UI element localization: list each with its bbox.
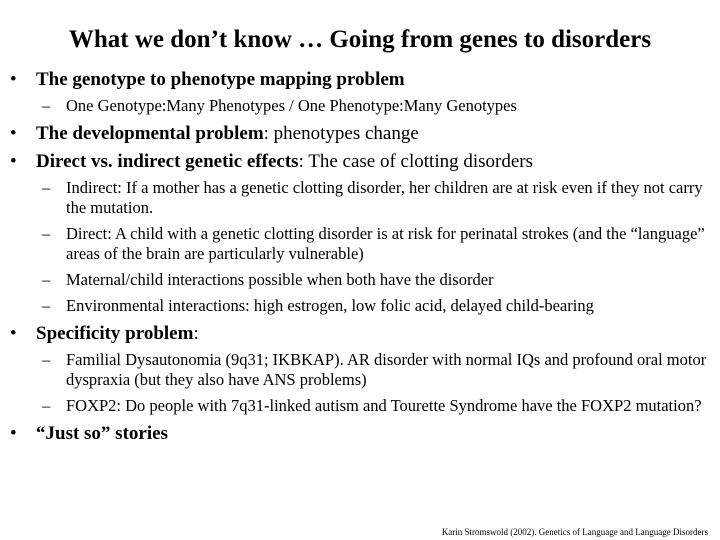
bullet-just-so bbox=[0, 422, 706, 445]
dash-icon: – bbox=[42, 396, 51, 415]
bullet-developmental bbox=[0, 122, 706, 145]
bullet-heading: Direct vs. indirect genetic effects bbox=[36, 151, 299, 172]
dash-icon: – bbox=[42, 96, 51, 115]
bullet-icon: • bbox=[10, 123, 17, 144]
bullet-text: : phenotypes change bbox=[263, 123, 419, 144]
bullet-specificity bbox=[0, 322, 706, 345]
bullet-icon: • bbox=[10, 323, 17, 344]
dash-icon: – bbox=[42, 224, 51, 243]
sub-bullet bbox=[0, 178, 718, 218]
bullet-icon: • bbox=[10, 151, 17, 172]
sub-bullet-text: Indirect: If a mother has a genetic clotting disorder, her children are at risk even if they not carry the mutation. bbox=[66, 178, 703, 217]
sub-bullet-text: Familial Dysautonomia (9q31; IKBKAP). AR disorder with normal IQs and profound oral motor dyspraxia (but they also have ANS problems) bbox=[66, 350, 707, 389]
bullet-heading: The developmental problem bbox=[36, 123, 264, 144]
sub-bullet bbox=[0, 350, 718, 390]
slide-title: What we don’t know … Going from genes to disorders bbox=[68, 26, 652, 53]
sub-bullet bbox=[0, 296, 718, 316]
bullet-icon: • bbox=[10, 69, 17, 90]
footer-citation: Karin Stromswold (2002). Genetics of Language and Language Disorders bbox=[441, 527, 708, 537]
bullet-genotype-phenotype bbox=[0, 68, 706, 91]
bullet-heading: “Just so” stories bbox=[36, 423, 168, 444]
bullet-heading: Specificity problem bbox=[36, 323, 194, 344]
bullet-text: : The case of clotting disorders bbox=[298, 151, 534, 172]
dash-icon: – bbox=[42, 296, 51, 315]
sub-bullet-text: One Genotype:Many Phenotypes / One Phenotype:Many Genotypes bbox=[66, 96, 517, 115]
bullet-text: : bbox=[193, 323, 199, 344]
dash-icon: – bbox=[42, 270, 51, 289]
dash-icon: – bbox=[42, 178, 51, 197]
sub-bullet-text: Maternal/child interactions possible when both have the disorder bbox=[66, 270, 494, 289]
bullet-list bbox=[0, 68, 720, 450]
sub-bullet-text: Direct: A child with a genetic clotting disorder is at risk for perinatal strokes (and the “language” areas of the brain are particularly vulnerable) bbox=[66, 224, 705, 263]
sub-bullet bbox=[0, 396, 718, 416]
sub-bullet-text: Environmental interactions: high estrogen, low folic acid, delayed child-bearing bbox=[66, 296, 594, 315]
bullet-heading: The genotype to phenotype mapping problem bbox=[36, 69, 405, 90]
sub-bullet-text: FOXP2: Do people with 7q31-linked autism and Tourette Syndrome have the FOXP2 mutation? bbox=[66, 396, 702, 415]
sub-bullet bbox=[0, 96, 718, 116]
bullet-direct-indirect bbox=[0, 150, 706, 173]
bullet-icon: • bbox=[10, 423, 17, 444]
sub-bullet bbox=[0, 224, 718, 264]
sub-bullet bbox=[0, 270, 718, 290]
dash-icon: – bbox=[42, 350, 51, 369]
